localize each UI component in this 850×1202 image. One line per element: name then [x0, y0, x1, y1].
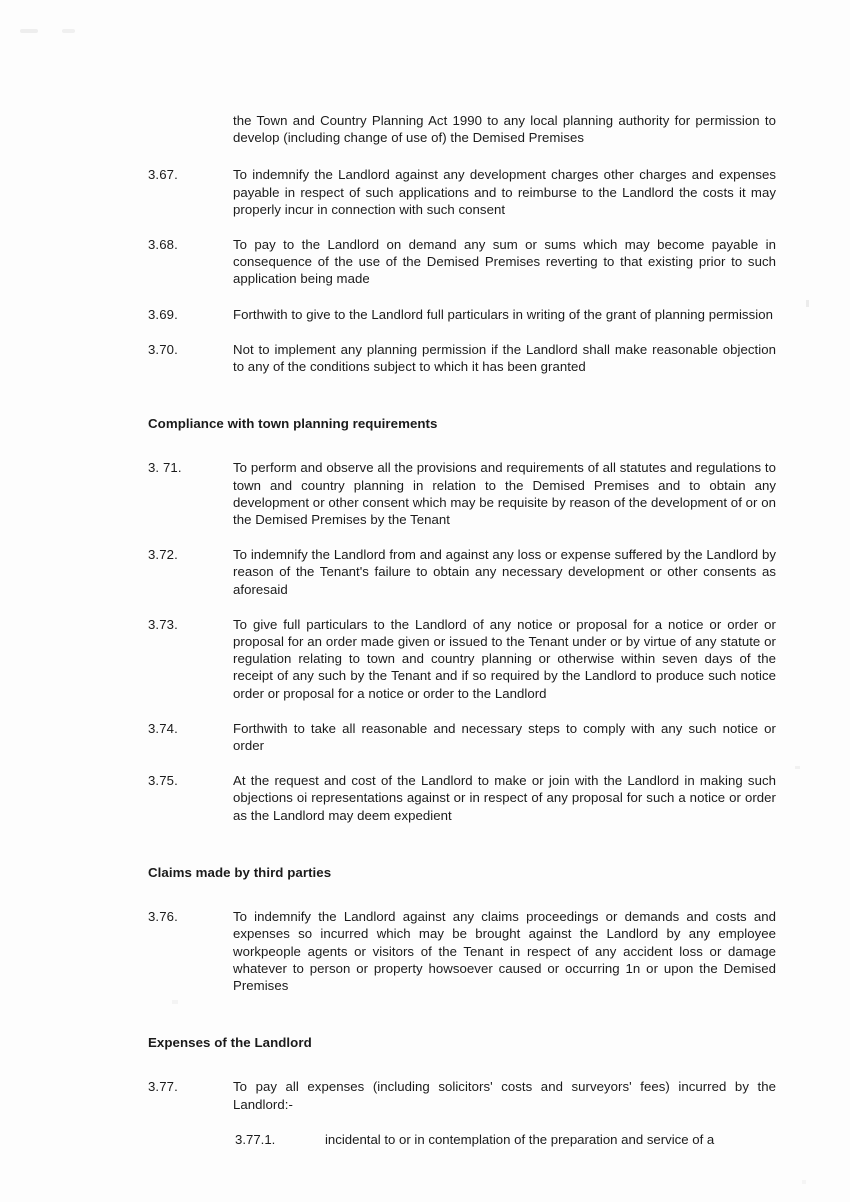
clause-text: To perform and observe all the provisions and requirements of all statutes and regulations to town and country planning in relation to the Demised Premises and to obtain any development or other consent which may be requisite by reason of the development of or on the Demised Premises by the Tenant	[233, 460, 776, 528]
scan-artifact-speck	[795, 766, 800, 769]
clause-number: 3.68.	[148, 237, 178, 253]
clause-text: At the request and cost of the Landlord to make or join with the Landlord in making such objections oi representations against or in respect of any proposal for such a notice or order as the Landlord may deem expedient	[233, 773, 776, 823]
clause-text: To pay to the Landlord on demand any sum or sums which may become payable in consequence of the use of the Demised Premises reverting to that existing prior to such application being made	[233, 237, 776, 287]
spacer	[148, 393, 776, 415]
clause-number: 3.75.	[148, 773, 178, 789]
clause	[148, 236, 776, 288]
section-heading: Claims made by third parties	[148, 864, 332, 880]
clause	[148, 772, 776, 824]
clause-number: 3.76.	[148, 909, 178, 925]
clause-text: Forthwith to give to the Landlord full particulars in writing of the grant of planning permission	[233, 306, 773, 322]
spacer	[148, 842, 776, 864]
continuation-paragraph	[148, 112, 776, 146]
clause-number: 3. 71.	[148, 460, 182, 476]
clause-text: To indemnify the Landlord against any development charges other charges and expenses payable in respect of such applications and to reimburse to the Landlord the costs it may properly incur in connection with such consent	[233, 167, 776, 217]
clause-number: 3.67.	[148, 167, 178, 183]
section-heading: Expenses of the Landlord	[148, 1035, 312, 1051]
scan-artifact-smudge	[62, 29, 75, 33]
clause	[148, 546, 776, 598]
clause-number: 3.77.	[148, 1079, 178, 1095]
clause-number: 3.74.	[148, 720, 178, 736]
clause-number: 3.69.	[148, 306, 178, 322]
clause-text: To give full particulars to the Landlord of any notice or proposal for a notice or order or proposal for an order made given or issued to the Tenant under or by virtue of any statute or regulation relating to town and country planning or otherwise within seven days of the receipt of any such by the Tenant and if so required by the Landlord to produce such notice order or proposal for a notice or order to the Landlord	[233, 616, 776, 701]
clause-text: To pay all expenses (including solicitors' costs and surveyors' fees) incurred by the Landlord:-	[233, 1079, 776, 1112]
clause	[148, 616, 776, 702]
clause	[148, 908, 776, 994]
clause-text: Forthwith to take all reasonable and necessary steps to comply with any such notice or order	[233, 720, 776, 754]
scan-artifact-speck	[806, 300, 809, 307]
clause	[148, 341, 776, 375]
clause-text: To indemnify the Landlord against any claims proceedings or demands and costs and expenses so incurred which may be brought against the Landlord by any employee workpeople agents or visitors of the Tenant in respect of any accident loss or damage whatever to person or property howsoever caused or occurring 1n or upon the Demised Premises	[233, 909, 776, 993]
sub-clause-number: 3.77.1.	[235, 1131, 276, 1147]
clause-text: the Town and Country Planning Act 1990 to any local planning authority for permission to develop (including change of use of) the Demised Premises	[233, 113, 776, 146]
clause	[148, 720, 776, 754]
scan-artifact-smudge	[20, 29, 38, 33]
clause	[148, 1078, 776, 1112]
section-heading: Compliance with town planning requirements	[148, 416, 438, 432]
clause	[148, 166, 776, 218]
spacer	[148, 1012, 776, 1034]
sub-clause-text: incidental to or in contemplation of the preparation and service of a	[325, 1131, 715, 1147]
clause-text: To indemnify the Landlord from and against any loss or expense suffered by the Landlord by reason of the Tenant's failure to obtain any necessary development or other consents as aforesaid	[233, 547, 776, 597]
document-body	[148, 112, 776, 1166]
clause-number: 3.73.	[148, 616, 178, 632]
clause-number: 3.72.	[148, 547, 178, 563]
sub-clause	[148, 1131, 776, 1148]
scan-artifact-speck	[802, 1180, 806, 1184]
clause-text: Not to implement any planning permission if the Landlord shall make reasonable objection to any of the conditions subject to which it has been granted	[233, 341, 776, 375]
spacer	[148, 432, 776, 459]
clause	[148, 459, 776, 528]
spacer	[148, 881, 776, 908]
clause-number: 3.70.	[148, 341, 178, 357]
spacer	[148, 1051, 776, 1078]
clause	[148, 306, 776, 323]
